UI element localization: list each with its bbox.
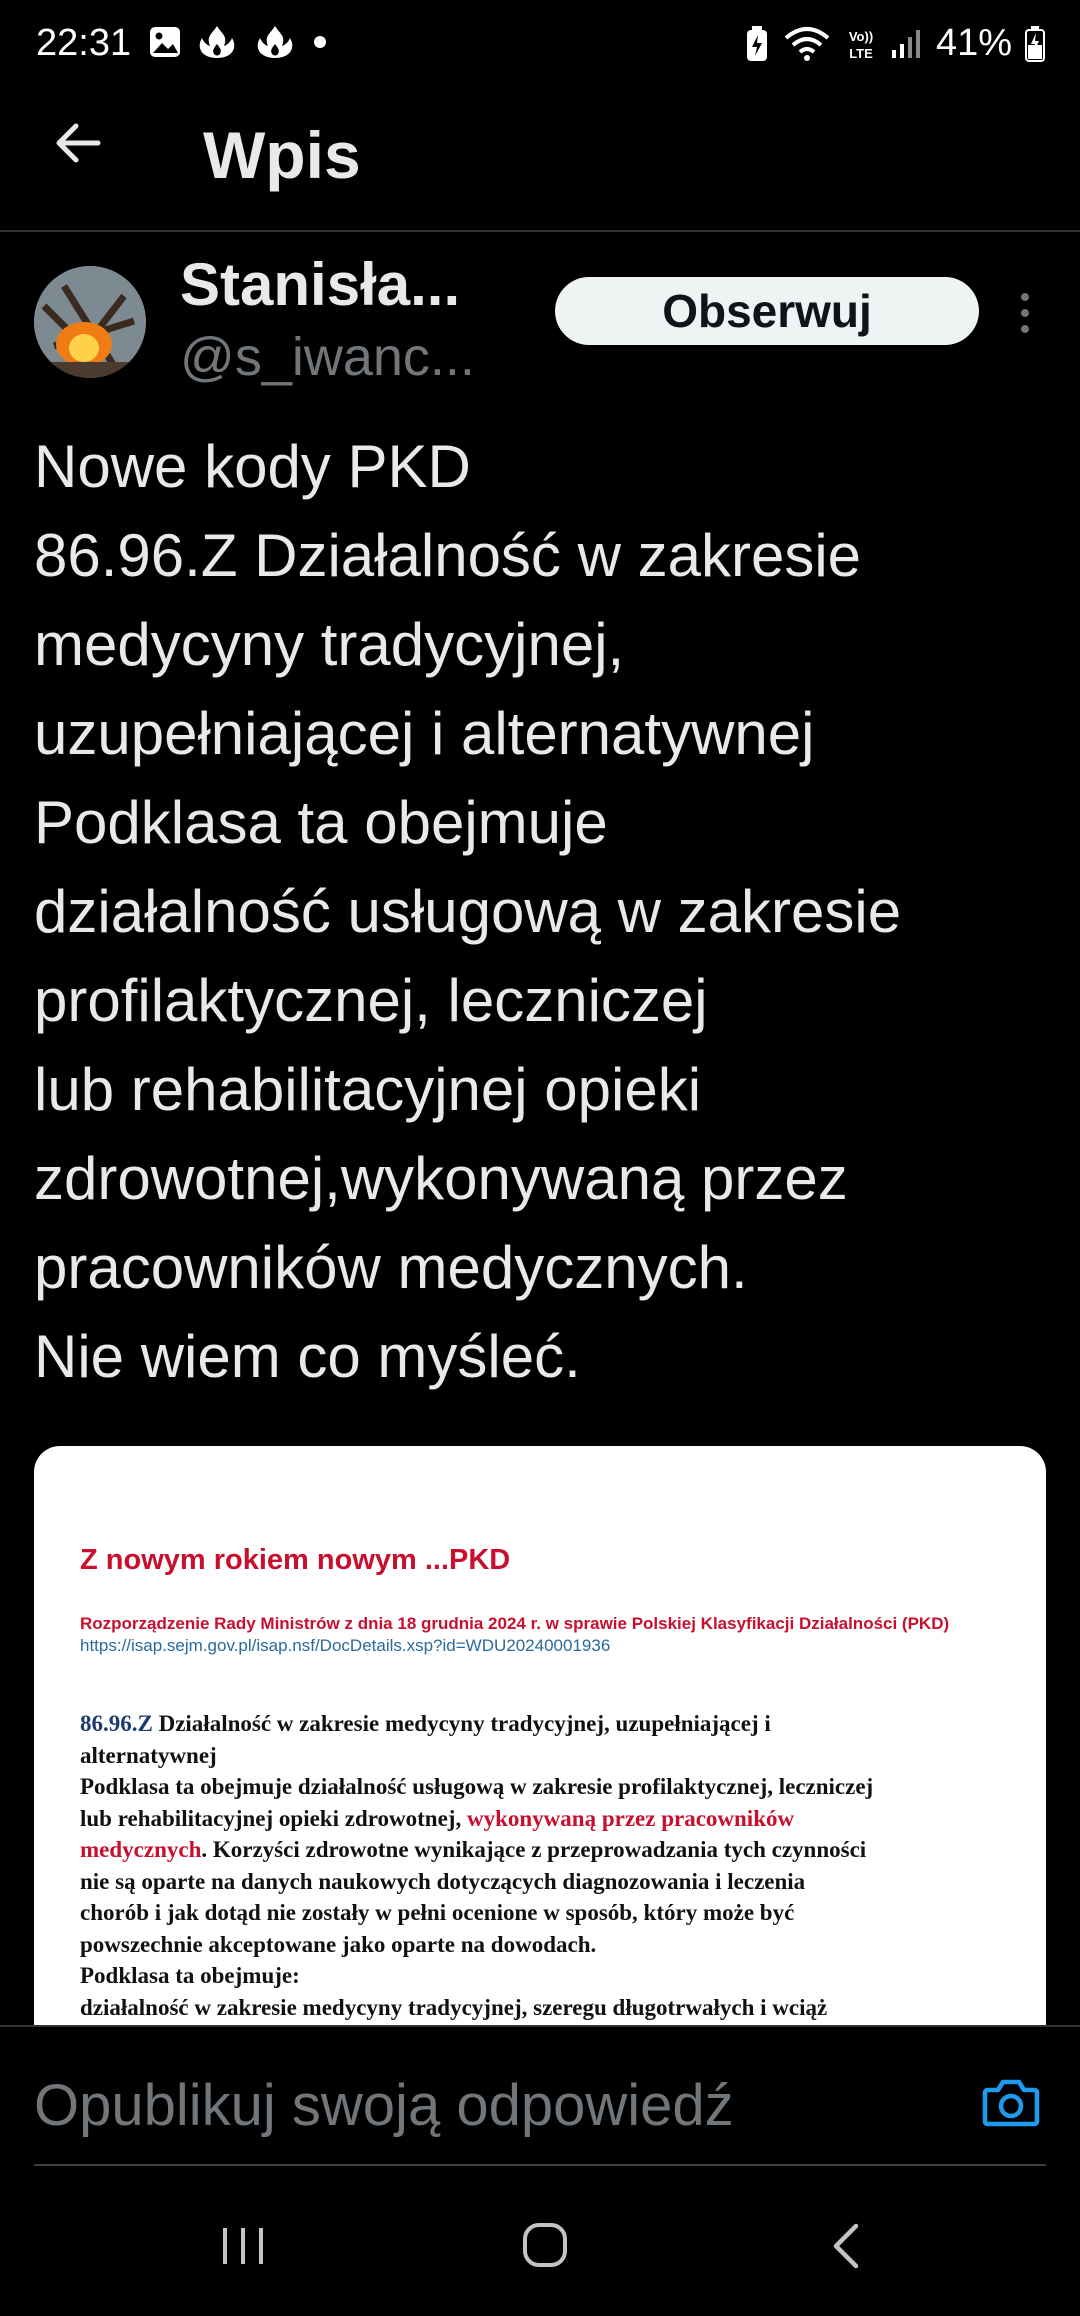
post-line: zdrowotnej,wykonywaną przez [34, 1145, 848, 1212]
flame-icon [252, 24, 298, 60]
media-text: alternatywnej [80, 1742, 217, 1768]
media-text: Podklasa ta obejmuje działalność usługową w zakresie profilaktycznej, leczniczej [80, 1774, 874, 1799]
reply-underline [34, 2164, 1046, 2166]
post-line: pracowników medycznych. [34, 1234, 748, 1301]
media-text: Działalność w zakresie medycyny tradycyjnej, uzupełniającej i [152, 1711, 771, 1736]
post-line: Podklasa ta obejmuje [34, 789, 608, 856]
header-divider [0, 230, 1080, 232]
post-line: Nie wiem co myśleć. [34, 1323, 581, 1390]
camera-icon[interactable] [982, 2076, 1040, 2128]
status-system-icons [744, 22, 1046, 65]
nav-back-icon[interactable] [830, 2222, 860, 2270]
media-body [80, 1708, 1046, 2023]
wifi-icon [782, 26, 832, 62]
post-line: 86.96.Z Działalność w zakresie [34, 522, 862, 589]
status-time: 22:31 [36, 22, 132, 64]
media-code: 86.96.Z [80, 1711, 153, 1736]
post-media-image[interactable] [34, 1446, 1046, 2046]
more-options-icon[interactable] [1010, 288, 1040, 338]
reply-input[interactable]: Opublikuj swoją odpowiedź [34, 2073, 734, 2138]
home-icon[interactable] [522, 2222, 568, 2268]
recent-apps-icon[interactable] [220, 2226, 266, 2266]
post-line: działalność usługową w zakresie [34, 878, 902, 945]
page-title: Wpis [203, 118, 361, 192]
svg-text:Vo)): Vo)) [848, 28, 874, 44]
signal-icon [890, 28, 924, 60]
avatar-image [34, 266, 146, 378]
post-line: uzupełniającej i alternatywnej [34, 700, 815, 767]
flame-icon [194, 24, 240, 60]
volte-icon [844, 26, 878, 62]
media-text: nie są oparte na danych naukowych dotyczących diagnozowania i leczenia [80, 1868, 806, 1894]
follow-button[interactable]: Obserwuj [555, 277, 979, 345]
post-line: medycyny tradycyjnej, [34, 611, 625, 678]
dot-icon [310, 32, 330, 52]
svg-text:LTE: LTE [849, 45, 873, 61]
battery-charging-icon [1024, 25, 1046, 63]
media-title: Z nowym rokiem nowym ...PKD [80, 1544, 511, 1576]
post-line: lub rehabilitacyjnej opieki [34, 1056, 702, 1123]
media-text: Podklasa ta obejmuje: [80, 1963, 300, 1988]
media-text: lub rehabilitacyjnej opieki zdrowotnej, [80, 1805, 462, 1831]
battery-percentage: 41% [935, 22, 1012, 64]
status-notification-icons [148, 24, 330, 60]
media-text: chorób i jak dotąd nie zostały w pełni ocenione w sposób, który może być [80, 1900, 795, 1925]
author-name[interactable]: Stanisła... [180, 251, 461, 318]
media-highlight: wykonywaną przez pracowników [461, 1805, 795, 1831]
media-subtitle: Rozporządzenie Rady Ministrów z dnia 18 grudnia 2024 r. w sprawie Polskiej Klasyfikacji Działalności (PKD) [80, 1614, 950, 1633]
post-line: Nowe kody PKD [34, 433, 471, 500]
media-text: działalność w zakresie medycyny tradycyjnej, szeregu długotrwałych i wciąż [80, 1994, 828, 2020]
back-arrow-icon[interactable] [52, 118, 102, 168]
media-url: https://isap.sejm.gov.pl/isap.nsf/DocDetails.xsp?id=WDU20240001936 [80, 1636, 611, 1655]
post-text [34, 422, 1054, 1401]
post-line: profilaktycznej, leczniczej [34, 967, 708, 1034]
media-text: . Korzyści zdrowotne wynikające z przeprowadzania tych czynności [201, 1837, 867, 1862]
author-handle[interactable]: @s_iwanc... [180, 327, 475, 387]
gallery-icon [148, 25, 182, 59]
avatar[interactable] [34, 266, 146, 378]
media-text: powszechnie akceptowane jako oparte na dowodach. [80, 1931, 597, 1957]
battery-saver-icon [744, 25, 770, 63]
media-highlight: medycznych [80, 1837, 202, 1862]
